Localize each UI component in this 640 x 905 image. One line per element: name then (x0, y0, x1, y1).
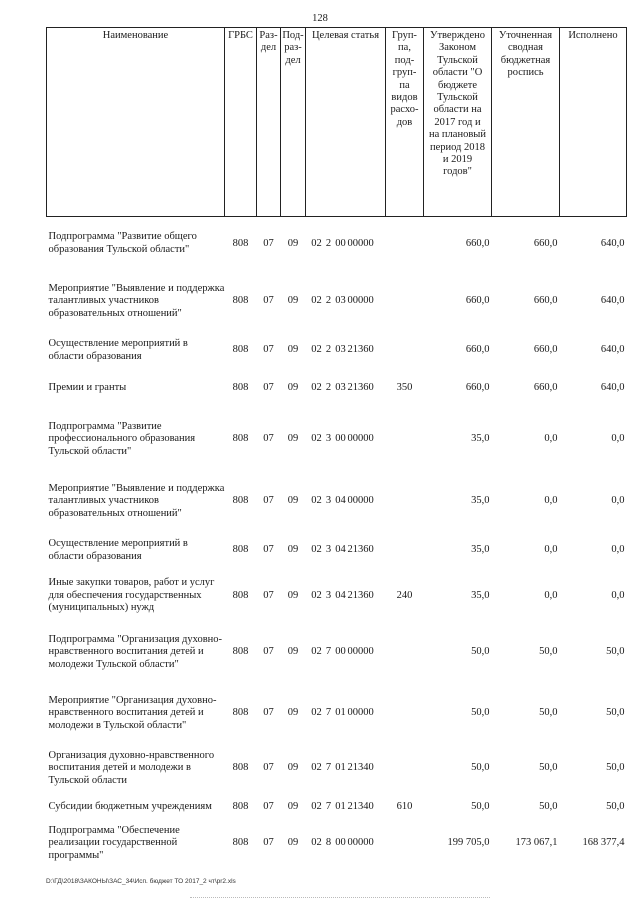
row-approved: 50,0 (471, 801, 490, 813)
row-refined: 0,0 (544, 433, 558, 445)
target-article-part: 01 (335, 801, 346, 813)
target-article-part: 21360 (347, 544, 374, 556)
target-article-part: 01 (335, 707, 346, 719)
row-target-article (306, 369, 386, 409)
target-article-part: 00000 (347, 646, 374, 658)
row-approved: 660,0 (465, 344, 490, 356)
row-grbs: 808 (232, 295, 249, 307)
page-number: 128 (312, 13, 328, 24)
row-refined: 50,0 (539, 707, 558, 719)
target-article-part: 02 (311, 295, 322, 307)
target-article-part: 2 (325, 344, 332, 356)
row-expense-group: 610 (396, 801, 413, 813)
header-approved: Утверждено Законом Тульской области "О бюджете Тульской области на 2017 год и на плановый период 2018 и 2019 годов" (424, 28, 492, 217)
row-grbs: 808 (232, 237, 249, 249)
header-target-article: Целевая статья (306, 28, 386, 217)
table-row (47, 682, 627, 746)
row-expense-group (386, 746, 424, 792)
row-target-article (306, 271, 386, 333)
row-name: Мероприятие "Выявление и поддержка талантливых участников образовательных отношений" (48, 482, 225, 519)
target-article-part: 2 (325, 237, 332, 249)
target-article-part: 3 (325, 433, 332, 445)
row-executed: 640,0 (600, 295, 625, 307)
row-target-article (306, 624, 386, 682)
target-article-part: 8 (325, 837, 332, 849)
table-row (47, 624, 627, 682)
header-expense-group: Груп- па, под- груп- па видов расхо- дов (386, 28, 424, 217)
target-article-part: 00000 (347, 295, 374, 307)
target-article-part: 7 (325, 801, 332, 813)
target-article-part: 01 (335, 762, 346, 774)
target-article-part: 02 (311, 433, 322, 445)
row-target-article (306, 217, 386, 271)
table-body (47, 217, 627, 864)
header-grbs: ГРБС (225, 28, 257, 217)
target-article-part: 03 (335, 382, 346, 394)
row-name: Организация духовно-нравственного воспитания детей и молодежи в Тульской области (48, 749, 215, 786)
row-approved: 660,0 (465, 295, 490, 307)
table-row (47, 369, 627, 409)
row-expense-group: 350 (396, 382, 413, 394)
target-article-part: 02 (311, 707, 322, 719)
header-razdel: Раз- дел (257, 28, 281, 217)
row-podrazdel: 09 (287, 344, 299, 356)
row-approved: 199 705,0 (447, 837, 490, 849)
header-refined: Уточненная сводная бюджетная роспись (492, 28, 560, 217)
row-executed: 640,0 (600, 344, 625, 356)
row-razdel: 07 (263, 589, 274, 601)
target-article-part: 00 (335, 646, 346, 658)
row-name: Иные закупки товаров, работ и услуг для обеспечения государственных (муниципальных) нужд (48, 577, 215, 614)
table-row (47, 533, 627, 569)
row-podrazdel: 09 (287, 801, 299, 813)
row-name: Мероприятие "Организация духовно-нравственного воспитания детей и молодежи в Тульской области" (48, 694, 217, 731)
row-executed: 50,0 (606, 646, 625, 658)
row-grbs: 808 (232, 544, 249, 556)
target-article-part: 02 (311, 495, 322, 507)
row-refined: 660,0 (533, 237, 558, 249)
header-executed: Исполнено (560, 28, 627, 217)
budget-table (46, 27, 627, 864)
target-article-part: 00 (335, 837, 346, 849)
target-article-part: 04 (335, 495, 346, 507)
row-grbs: 808 (232, 646, 249, 658)
row-executed: 168 377,4 (582, 837, 625, 849)
row-approved: 50,0 (471, 646, 490, 658)
row-target-article (306, 746, 386, 792)
bottom-divider (190, 897, 490, 898)
row-target-article (306, 333, 386, 369)
row-name: Субсидии бюджетным учреждениям (48, 801, 212, 813)
target-article-part: 00000 (347, 237, 374, 249)
row-grbs: 808 (232, 495, 249, 507)
row-podrazdel: 09 (287, 433, 299, 445)
row-podrazdel: 09 (287, 837, 299, 849)
target-article-part: 02 (311, 544, 322, 556)
row-refined: 50,0 (539, 762, 558, 774)
row-refined: 660,0 (533, 382, 558, 394)
target-article-part: 04 (335, 544, 346, 556)
row-approved: 35,0 (471, 589, 490, 601)
row-podrazdel: 09 (287, 237, 299, 249)
target-article-part: 03 (335, 344, 346, 356)
row-executed: 0,0 (611, 433, 625, 445)
row-podrazdel: 09 (287, 589, 299, 601)
header-podrazdel: Под- раз- дел (281, 28, 306, 217)
row-razdel: 07 (263, 646, 274, 658)
row-refined: 50,0 (539, 801, 558, 813)
row-target-article (306, 824, 386, 864)
target-article-part: 00000 (347, 707, 374, 719)
row-razdel: 07 (263, 495, 274, 507)
row-razdel: 07 (263, 801, 274, 813)
row-expense-group (386, 533, 424, 569)
row-name: Осуществление мероприятий в области образования (48, 338, 188, 362)
target-article-part: 21360 (347, 589, 374, 601)
row-approved: 50,0 (471, 707, 490, 719)
target-article-part: 02 (311, 837, 322, 849)
table-header-row (47, 28, 627, 217)
target-article-part: 02 (311, 382, 322, 394)
table-row (47, 409, 627, 471)
table-row (47, 471, 627, 533)
target-article-part: 02 (311, 344, 322, 356)
target-article-part: 7 (325, 646, 332, 658)
row-razdel: 07 (263, 344, 274, 356)
target-article-part: 02 (311, 589, 322, 601)
target-article-part: 00000 (347, 433, 374, 445)
row-approved: 660,0 (465, 382, 490, 394)
row-expense-group: 240 (396, 589, 413, 601)
target-article-part: 3 (325, 589, 332, 601)
row-expense-group (386, 824, 424, 864)
target-article-part: 00 (335, 237, 346, 249)
row-razdel: 07 (263, 544, 274, 556)
row-podrazdel: 09 (287, 762, 299, 774)
row-executed: 640,0 (600, 237, 625, 249)
row-podrazdel: 09 (287, 495, 299, 507)
row-refined: 173 067,1 (515, 837, 558, 849)
row-executed: 0,0 (611, 589, 625, 601)
file-path-footer: D:\ГД\2018\ЗАКОНЫ\ЗАС_34\Исп. бюджет ТО 2017_2 чт\pr2.xls (46, 878, 236, 885)
row-refined: 0,0 (544, 495, 558, 507)
row-grbs: 808 (232, 382, 249, 394)
row-executed: 0,0 (611, 544, 625, 556)
table-row (47, 824, 627, 864)
row-executed: 50,0 (606, 801, 625, 813)
target-article-part: 7 (325, 762, 332, 774)
row-executed: 640,0 (600, 382, 625, 394)
row-name: Подпрограмма "Развитие профессионального образования Тульской области" (48, 420, 196, 457)
row-expense-group (386, 409, 424, 471)
target-article-part: 02 (311, 237, 322, 249)
row-name: Мероприятие "Выявление и поддержка талантливых участников образовательных отношений" (48, 282, 225, 319)
row-target-article (306, 533, 386, 569)
target-article-part: 7 (325, 707, 332, 719)
target-article-part: 21340 (347, 762, 374, 774)
table-row (47, 217, 627, 271)
row-executed: 0,0 (611, 495, 625, 507)
row-refined: 0,0 (544, 544, 558, 556)
target-article-part: 21340 (347, 801, 374, 813)
row-expense-group (386, 271, 424, 333)
row-refined: 660,0 (533, 344, 558, 356)
target-article-part: 04 (335, 589, 346, 601)
row-expense-group (386, 217, 424, 271)
target-article-part: 03 (335, 295, 346, 307)
row-grbs: 808 (232, 801, 249, 813)
row-expense-group (386, 682, 424, 746)
row-razdel: 07 (263, 837, 274, 849)
row-razdel: 07 (263, 382, 274, 394)
target-article-part: 3 (325, 544, 332, 556)
target-article-part: 00000 (347, 495, 374, 507)
row-target-article (306, 792, 386, 824)
row-expense-group (386, 624, 424, 682)
row-podrazdel: 09 (287, 707, 299, 719)
table-row (47, 792, 627, 824)
row-podrazdel: 09 (287, 382, 299, 394)
row-approved: 35,0 (471, 433, 490, 445)
table-row (47, 569, 627, 624)
row-razdel: 07 (263, 295, 274, 307)
target-article-part: 2 (325, 382, 332, 394)
row-target-article (306, 409, 386, 471)
row-podrazdel: 09 (287, 544, 299, 556)
row-refined: 0,0 (544, 589, 558, 601)
row-approved: 50,0 (471, 762, 490, 774)
row-name: Подпрограмма "Развитие общего образования Тульской области" (48, 231, 197, 255)
row-grbs: 808 (232, 433, 249, 445)
target-article-part: 00 (335, 433, 346, 445)
target-article-part: 3 (325, 495, 332, 507)
row-podrazdel: 09 (287, 646, 299, 658)
target-article-part: 2 (325, 295, 332, 307)
row-grbs: 808 (232, 344, 249, 356)
table-row (47, 271, 627, 333)
row-razdel: 07 (263, 237, 274, 249)
table-row (47, 333, 627, 369)
header-name: Наименование (47, 28, 225, 217)
row-grbs: 808 (232, 589, 249, 601)
target-article-part: 02 (311, 646, 322, 658)
row-razdel: 07 (263, 762, 274, 774)
row-name: Премии и гранты (48, 382, 127, 394)
row-approved: 35,0 (471, 544, 490, 556)
row-approved: 660,0 (465, 237, 490, 249)
row-executed: 50,0 (606, 707, 625, 719)
row-grbs: 808 (232, 837, 249, 849)
row-target-article (306, 682, 386, 746)
row-target-article (306, 569, 386, 624)
target-article-part: 02 (311, 801, 322, 813)
target-article-part: 00000 (347, 837, 374, 849)
row-podrazdel: 09 (287, 295, 299, 307)
row-refined: 660,0 (533, 295, 558, 307)
row-name: Осуществление мероприятий в области образования (48, 538, 188, 562)
table-row (47, 746, 627, 792)
row-approved: 35,0 (471, 495, 490, 507)
row-name: Подпрограмма "Организация духовно-нравственного воспитания детей и молодежи Тульской области" (48, 633, 223, 670)
target-article-part: 21360 (347, 382, 374, 394)
row-target-article (306, 471, 386, 533)
row-refined: 50,0 (539, 646, 558, 658)
target-article-part: 21360 (347, 344, 374, 356)
target-article-part: 02 (311, 762, 322, 774)
row-razdel: 07 (263, 433, 274, 445)
row-grbs: 808 (232, 762, 249, 774)
row-executed: 50,0 (606, 762, 625, 774)
row-expense-group (386, 471, 424, 533)
row-expense-group (386, 333, 424, 369)
row-name: Подпрограмма "Обеспечение реализации государственной программы" (48, 824, 180, 861)
row-grbs: 808 (232, 707, 249, 719)
row-razdel: 07 (263, 707, 274, 719)
